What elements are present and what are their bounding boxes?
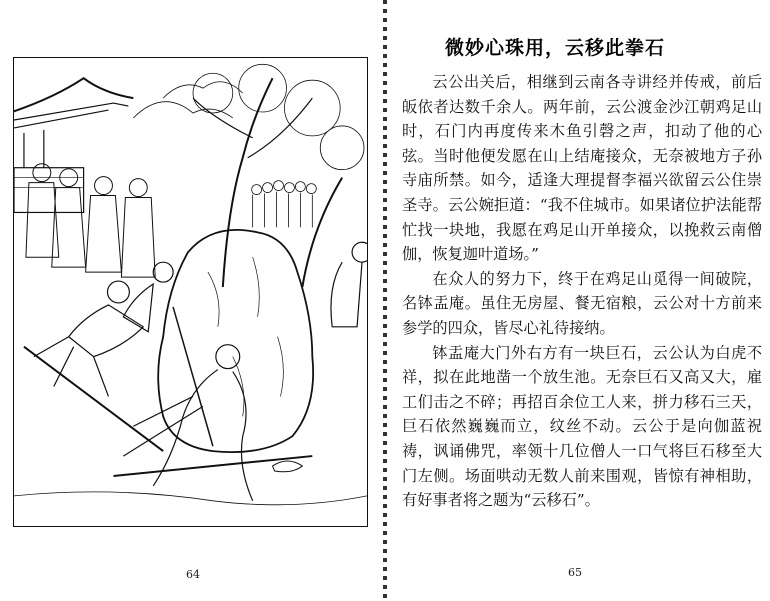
- monks-moving-boulder-illustration: [13, 57, 368, 527]
- right-page: [385, 0, 770, 601]
- page-number-right: 65: [568, 566, 582, 579]
- page-number-left: 64: [186, 568, 200, 581]
- paragraph: 云公出关后，相继到云南各寺讲经并传戒，前后皈依者达数千余人。两年前，云公渡金沙江朝鸡足山时，石门内再度传来木鱼引磬之声，扣动了他的心弦。当时他便发愿在山上结庵接众，无奈被地方子孙寺庙所禁。如今，适逢大理提督李福兴欲留云公住崇圣寺。云公婉拒道：“我不住城市。如果诸位护法能帮忙找一块地，我愿在鸡足山开单接众，以挽救云南僧伽，恢复迦叶道场。”: [402, 73, 762, 264]
- chapter-title: 微妙心珠用，云移此拳石: [445, 37, 666, 59]
- body-text: [402, 70, 762, 513]
- paragraph: 在众人的努力下，终于在鸡足山觅得一间破院，名钵盂庵。虽住无房屋、餐无宿粮，云公对十方前来参学的四众，皆尽心礼待接纳。: [402, 269, 762, 337]
- paragraph: 钵盂庵大门外右方有一块巨石，云公认为白虎不祥，拟在此地凿一个放生池。无奈巨石又高又大，雇工们击之不碎；再招百余位工人来，拼力移石三天，巨石依然巍巍而立，纹丝不动。云公于是向伽蓝祝祷，讽诵佛咒，率领十几位僧人一口气将巨石移至大门左侧。场面哄动无数人前来围观，皆惊有神相助，有好事者将之题为“云移石”。: [402, 343, 762, 510]
